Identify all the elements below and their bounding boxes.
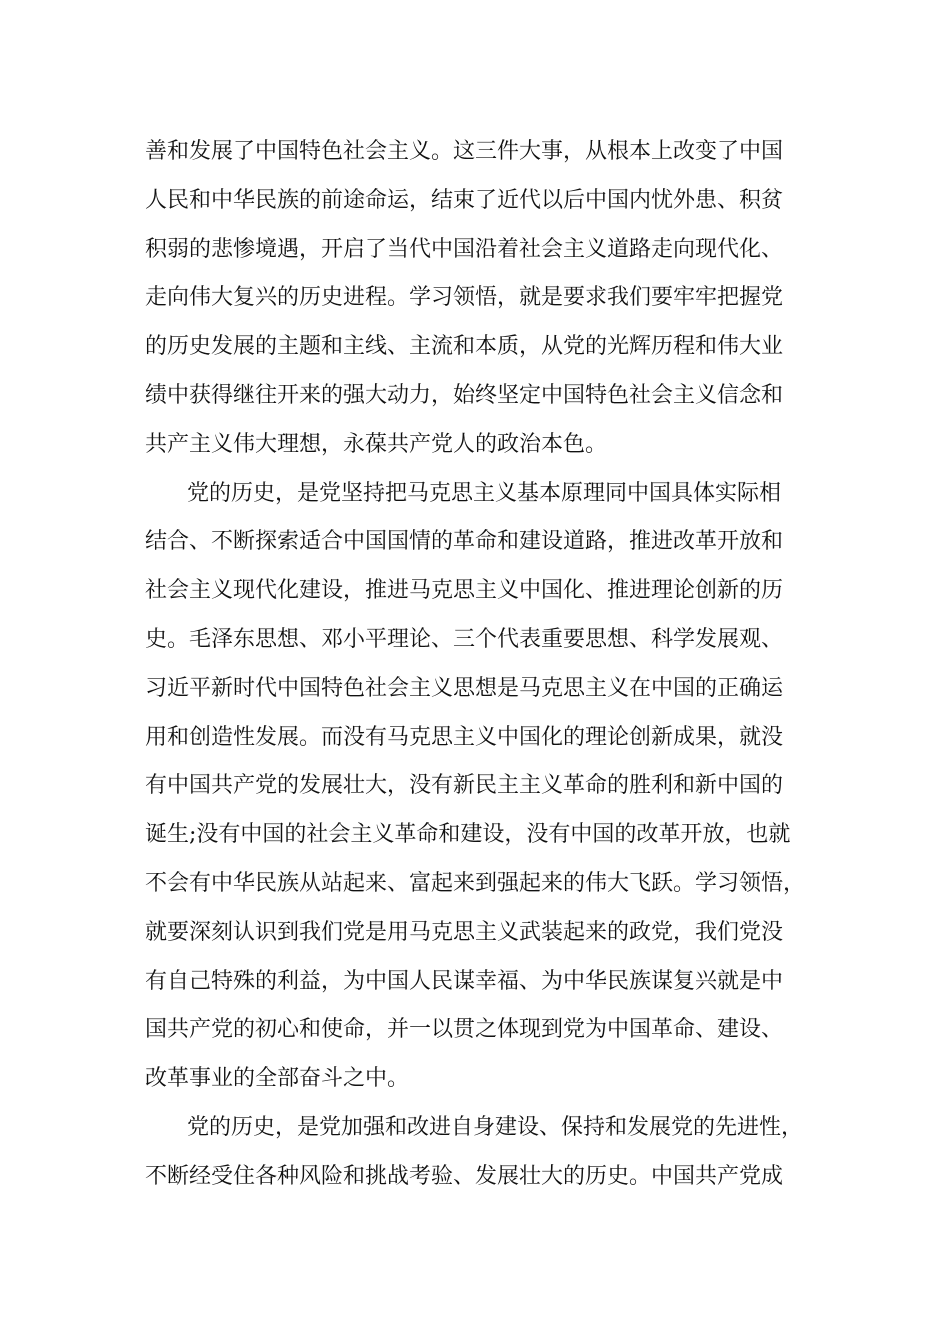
paragraph-line: 习近平新时代中国特色社会主义思想是马克思主义在中国的正确运 [145,675,784,701]
paragraph-line: 善和发展了中国特色社会主义。这三件大事，从根本上改变了中国 [145,139,784,164]
paragraph-line: 走向伟大复兴的历史进程。学习领悟，就是要求我们要牢牢把握党 [145,285,784,311]
paragraph-line: 改革事业的全部奋斗之中。 [145,1066,410,1092]
paragraph-line: 社会主义现代化建设，推进马克思主义中国化、推进理论创新的历 [145,578,784,604]
paragraph-2 [145,470,809,1104]
paragraph-line: 诞生;没有中国的社会主义革命和建设，没有中国的改革开放，也就 [145,822,791,848]
paragraph-line: 有自己特殊的利益，为中国人民谋幸福、为中华民族谋复兴就是中 [145,968,784,994]
paragraph-line: 共产主义伟大理想，永葆共产党人的政治本色。 [145,431,608,457]
paragraph-first-line: 党的历史，是党加强和改进自身建设、保持和发展党的先进性， [187,1114,804,1140]
paragraph-line: 就要深刻认识到我们党是用马克思主义武装起来的政党，我们党没 [145,919,784,945]
document-body [145,128,809,1202]
paragraph-line: 不断经受住各种风险和挑战考验、发展壮大的历史。中国共产党成 [145,1163,784,1189]
paragraph-line: 的历史发展的主题和主线、主流和本质，从党的光辉历程和伟大业 [145,334,784,360]
paragraph-line: 绩中获得继往开来的强大动力，始终坚定中国特色社会主义信念和 [145,382,784,408]
paragraph-line: 不会有中华民族从站起来、富起来到强起来的伟大飞跃。学习领悟， [145,870,806,896]
paragraph-first-line: 党的历史，是党坚持把马克思主义基本原理同中国具体实际相 [187,480,782,506]
paragraph-line: 人民和中华民族的前途命运，结束了近代以后中国内忧外患、积贫 [145,187,784,213]
paragraph-line: 用和创造性发展。而没有马克思主义中国化的理论创新成果，就没 [145,724,784,750]
paragraph-1 [145,128,809,470]
paragraph-line: 有中国共产党的发展壮大，没有新民主主义革命的胜利和新中国的 [145,773,784,799]
paragraph-line: 积弱的悲惨境遇，开启了当代中国沿着社会主义道路走向现代化、 [145,236,784,262]
paragraph-line: 结合、不断探索适合中国国情的革命和建设道路，推进改革开放和 [145,529,784,555]
paragraph-line: 国共产党的初心和使命，并一以贯之体现到党为中国革命、建设、 [145,1017,784,1043]
paragraph-line: 史。毛泽东思想、邓小平理论、三个代表重要思想、科学发展观、 [145,626,784,652]
paragraph-3 [145,1104,809,1202]
